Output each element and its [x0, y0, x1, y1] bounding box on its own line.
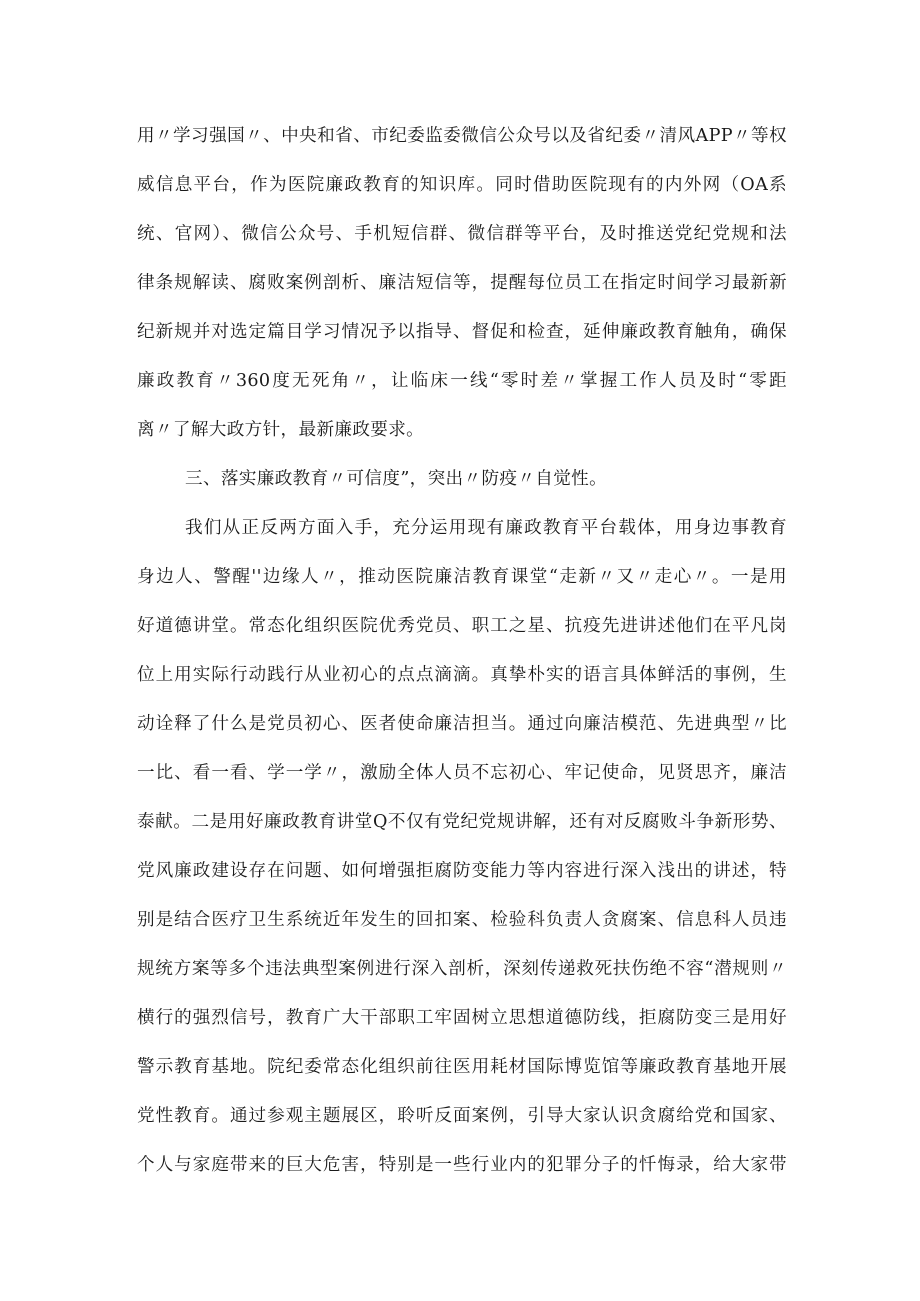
text-line: 廉政教育〃360度无死角〃，让临床一线“零时差〃掌握工作人员及时“零距 [137, 371, 787, 391]
text-line: 党性教育。通过参观主题展区，聆听反面案例，引导大家认识贪腐给党和国家、 [137, 1106, 787, 1126]
text-line: 威信息平台，作为医院廉政教育的知识库。同时借助医院现有的内外网（OA系 [137, 175, 787, 195]
text-line: 位上用实际行动践行从业初心的点点滴滴。真挚朴实的语言具体鲜活的事例，生 [137, 665, 787, 685]
text-line: 党风廉政建设存在问题、如何增强拒腐防变能力等内容进行深入浅出的讲述，特 [137, 861, 787, 881]
text-line: 用〃学习强国〃、中央和省、市纪委监委微信公众号以及省纪委〃清风APP〃等权 [137, 126, 787, 146]
text-line: 离〃了解大政方针，最新廉政要求。 [137, 420, 425, 440]
text-line: 我们从正反两方面入手，充分运用现有廉政教育平台载体，用身边事教育 [185, 518, 787, 538]
text-line: 个人与家庭带来的巨大危害，特别是一些行业内的犯罪分子的忏悔录，给大家带 [137, 1155, 787, 1175]
text-line: 别是结合医疗卫生系统近年发生的回扣案、检验科负责人贪腐案、信息科人员违 [137, 910, 787, 930]
text-line: 好道德讲堂。常态化组织医院优秀党员、职工之星、抗疫先进讲述他们在平凡岗 [137, 616, 787, 636]
text-line: 统、官网）、微信公众号、手机短信群、微信群等平台，及时推送党纪党规和法 [137, 224, 787, 244]
text-line: 动诠释了什么是党员初心、医者使命廉洁担当。通过向廉洁模范、先进典型〃比 [137, 714, 787, 734]
text-line: 身边人、警醒''边缘人〃，推动医院廉洁教育课堂“走新〃又〃走心〃。一是用 [137, 567, 787, 587]
text-line: 横行的强烈信号，教育广大干部职工牢固树立思想道德防线，拒腐防变三是用好 [137, 1008, 787, 1028]
text-line: 一比、看一看、学一学〃，激励全体人员不忘初心、牢记使命，见贤思齐，廉洁 [137, 763, 787, 783]
text-line: 纪新规并对选定篇目学习情况予以指导、督促和检查，延伸廉政教育触角，确保 [137, 322, 787, 342]
text-line: 规统方案等多个违法典型案例进行深入剖析，深刻传递救死扶伤绝不容“潜规则〃 [137, 959, 787, 979]
text-line: 泰献。二是用好廉政教育讲堂Q不仅有党纪党规讲解，还有对反腐败斗争新形势、 [137, 812, 787, 832]
text-line: 警示教育基地。院纪委常态化组织前往医用耗材国际博览馆等廉政教育基地开展 [137, 1057, 787, 1077]
section-heading: 三、落实廉政教育〃可信度”，突出〃防疫〃自觉性。 [185, 469, 608, 489]
text-line: 律条规解读、腐败案例剖析、廉洁短信等，提醒每位员工在指定时间学习最新新 [137, 273, 787, 293]
